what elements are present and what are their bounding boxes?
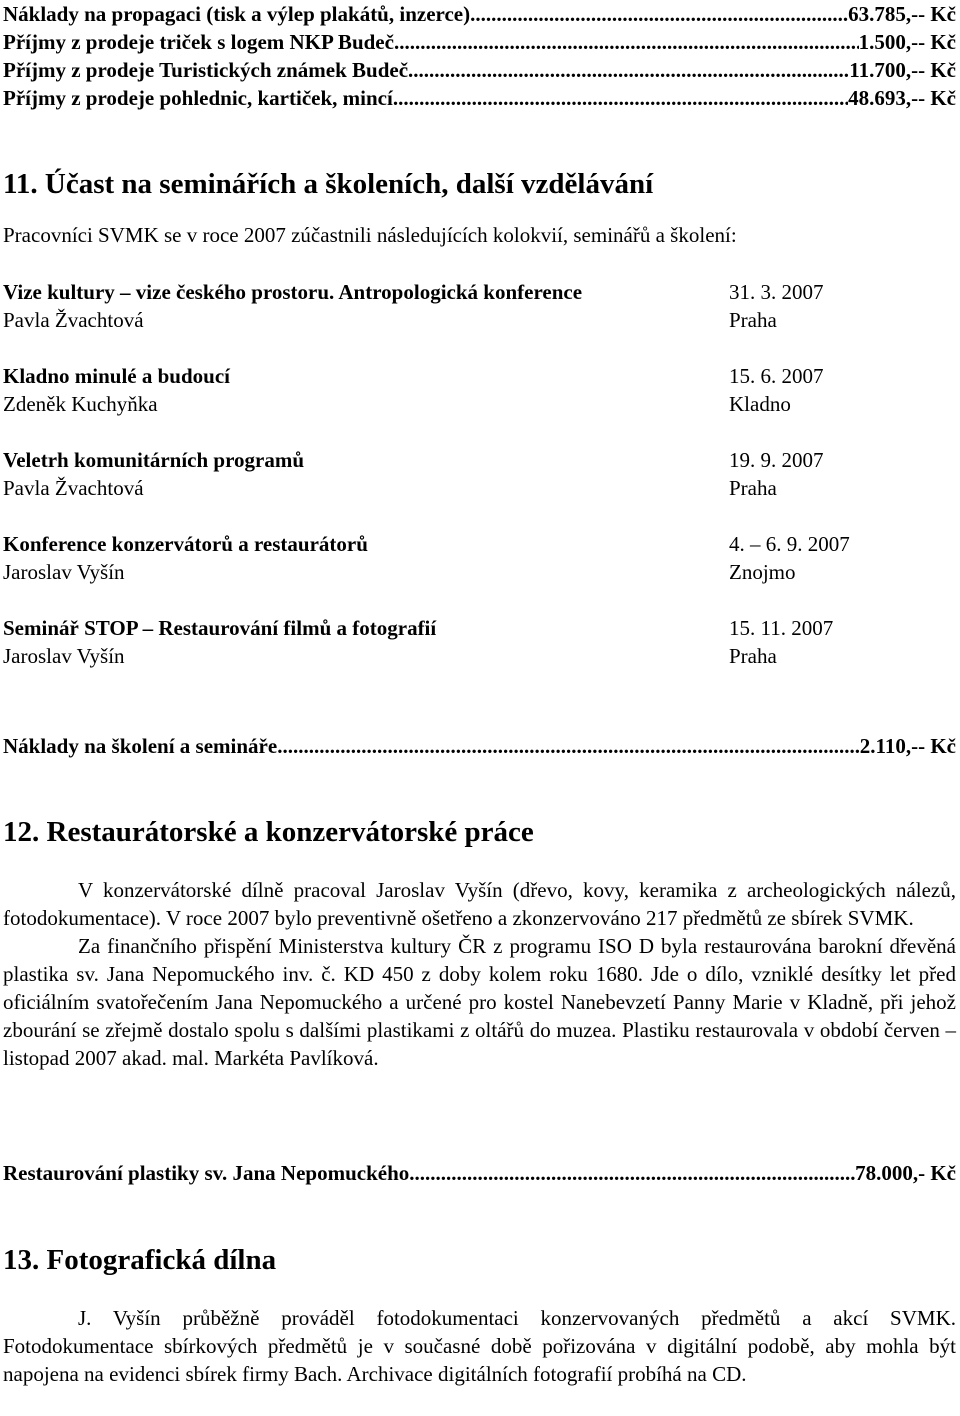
event-person: Jaroslav Vyšín	[3, 644, 125, 668]
cost-label: Náklady na propagaci (tisk a výlep plakátů, inzerce)	[3, 2, 471, 26]
paragraph: J. Vyšín průběžně prováděl fotodokumentaci konzervovaných předmětů a akcí SVMK. Fotodokumentace sbírkových předmětů je v současné době pořizována v digitální podobě, aby mohla být napojena na evidenci sbírek firmy Bach. Archivace digitálních fotografií probíhá na CD.	[3, 1306, 956, 1386]
cost-amount: 48.693,-- Kč	[848, 86, 956, 110]
section-13-heading: 13. Fotografická dílna	[3, 1244, 277, 1276]
cost-label: Příjmy z prodeje triček s logem NKP Budeč	[3, 30, 394, 54]
event-title: Seminář STOP – Restaurování filmů a fotografií	[3, 616, 437, 640]
cost-label: Příjmy z prodeje pohlednic, kartiček, mincí	[3, 86, 393, 110]
cost-amount: 11.700,-- Kč	[849, 58, 956, 82]
event-place: Praha	[729, 644, 777, 668]
cost-label: Příjmy z prodeje Turistických známek Budeč	[3, 58, 409, 82]
paragraph: Za finančního přispění Ministerstva kultury ČR z programu ISO D byla restaurována barokní dřevěná plastika sv. Jana Nepomuckého inv. č. KD 450 z doby kolem roku 1680. Jde o dílo, vzniklé desítky let před oficiálním svatořečením Jana Nepomuckého a určené pro kostel Nanebevzetí Panny Marie v Kladně, při jehož zbourání se zřejmě dostalo spolu s dalšími plastikami z oltářů do muzea. Plastiku restaurovala v období červen – listopad 2007 akad. mal. Markéta Pavlíková.	[3, 934, 956, 1070]
cost-label: Restaurování plastiky sv. Jana Nepomuckého	[3, 1161, 410, 1185]
cost-amount: 78.000,- Kč	[855, 1161, 956, 1185]
event-person: Zdeněk Kuchyňka	[3, 392, 158, 416]
training-cost-line	[3, 732, 956, 760]
cost-amount: 1.500,-- Kč	[858, 30, 956, 54]
section-12-heading: 12. Restaurátorské a konzervátorské práce	[3, 816, 534, 848]
event-date: 15. 6. 2007	[729, 364, 824, 388]
event-date: 31. 3. 2007	[729, 280, 824, 304]
cost-label: Náklady na školení a semináře	[3, 734, 278, 758]
event-place: Praha	[729, 308, 777, 332]
event-list	[3, 278, 956, 670]
event-title: Veletrh komunitárních programů	[3, 448, 305, 472]
cost-line	[3, 84, 956, 112]
event-item	[3, 362, 956, 418]
paragraph: V konzervátorské dílně pracoval Jaroslav Vyšín (dřevo, kovy, keramika z archeologických nálezů, fotodokumentace). V roce 2007 bylo preventivně ošetřeno a zkonzervováno 217 předmětů ze sbírek SVMK.	[3, 878, 956, 930]
event-date: 15. 11. 2007	[729, 616, 834, 640]
event-person: Jaroslav Vyšín	[3, 560, 125, 584]
event-item	[3, 530, 956, 586]
event-date: 4. – 6. 9. 2007	[729, 532, 850, 556]
event-title: Kladno minulé a budoucí	[3, 364, 230, 388]
cost-line	[3, 28, 956, 56]
event-item	[3, 446, 956, 502]
top-costs	[3, 0, 956, 112]
cost-line	[3, 0, 956, 28]
cost-amount: 2.110,-- Kč	[859, 734, 956, 758]
event-place: Kladno	[729, 392, 791, 416]
event-title: Konference konzervátorů a restaurátorů	[3, 532, 368, 556]
event-item	[3, 278, 956, 334]
event-place: Praha	[729, 476, 777, 500]
section-11-intro: Pracovníci SVMK se v roce 2007 zúčastnili následujících kolokvií, seminářů a školení:	[3, 223, 737, 247]
event-date: 19. 9. 2007	[729, 448, 824, 472]
section-13-body	[3, 1304, 956, 1388]
cost-line	[3, 56, 956, 84]
event-item	[3, 614, 956, 670]
event-person: Pavla Žvachtová	[3, 476, 144, 500]
restoration-cost-line	[3, 1159, 956, 1187]
section-12-body	[3, 876, 956, 1072]
event-place: Znojmo	[729, 560, 796, 584]
event-person: Pavla Žvachtová	[3, 308, 144, 332]
cost-amount: 63.785,-- Kč	[848, 2, 956, 26]
event-title: Vize kultury – vize českého prostoru. Antropologická konference	[3, 280, 583, 304]
section-11-heading: 11. Účast na seminářích a školeních, další vzdělávání	[3, 168, 654, 200]
